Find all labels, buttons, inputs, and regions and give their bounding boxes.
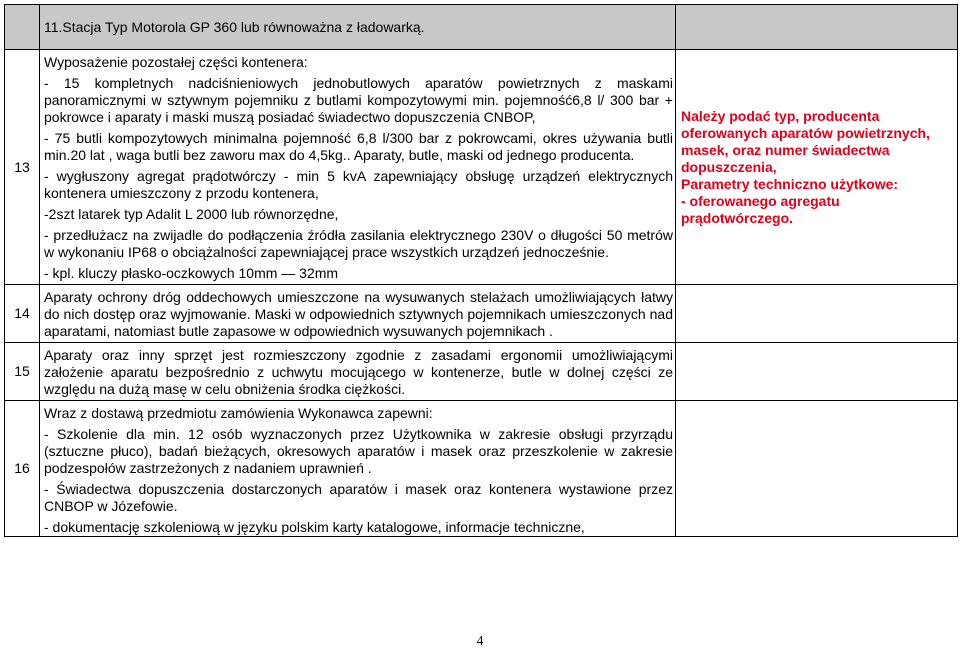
section-title: 11.Stacja Typ Motorola GP 360 lub równoważna z ładowarką. bbox=[44, 18, 425, 35]
note-text: Parametry techniczno użytkowe: bbox=[681, 175, 899, 192]
paragraph: - dokumentację szkoleniową w języku polskim karty katalogowe, informacje techniczne, bbox=[44, 519, 585, 535]
note-text: - oferowanego agregatu prądotwórczego. bbox=[681, 192, 840, 226]
table-row bbox=[5, 50, 958, 285]
row-number: 14 bbox=[5, 285, 40, 343]
paragraph: - wygłuszony agregat prądotwórczy - min 5 kvA zapewniający obsługę urządzeń elektrycznych kontenera umieszczony z przodu kontenera, bbox=[44, 168, 673, 201]
paragraph: Wyposażenie pozostałej części kontenera: bbox=[44, 54, 308, 70]
table-row bbox=[5, 343, 958, 401]
header-number-cell bbox=[5, 5, 40, 50]
paragraph: Aparaty oraz inny sprzęt jest rozmieszczony zgodnie z zasadami ergonomii umożliwiającymi założenie aparatu bezpośrednio z uchwytu mocującego w kontenerze, butle w dolnej części ze względu na dużą masę w celu obniżenia środka ciężkości. bbox=[44, 347, 673, 397]
row-number: 15 bbox=[5, 343, 40, 401]
header-note-cell bbox=[676, 5, 958, 50]
paragraph: - kpl. kluczy płasko-oczkowych 10mm — 32mm bbox=[44, 265, 339, 281]
paragraph: Aparaty ochrony dróg oddechowych umieszczone na wysuwanych stelażach umożliwiających łatwy do nich dostęp oraz wyjmowanie. Maski w odpowiednich sztywnych pojemnikach umieszczonych nad aparatami, natomiast butle zapasowe w odpowiednich wysuwanych pojemnikach . bbox=[44, 289, 673, 339]
row-note bbox=[676, 50, 958, 285]
paragraph: Wraz z dostawą przedmiotu zamówienia Wykonawca zapewni: bbox=[44, 405, 433, 421]
row-note bbox=[676, 343, 958, 401]
paragraph: -2szt latarek typ Adalit L 2000 lub równorzędne, bbox=[44, 206, 339, 222]
row-note bbox=[676, 285, 958, 343]
page-number: 4 bbox=[476, 634, 484, 649]
note-text: Należy podać typ, producenta oferowanych aparatów powietrznych, masek, oraz numer świadectwa dopuszczenia, bbox=[681, 107, 930, 175]
paragraph: - 15 kompletnych nadciśnieniowych jednobutlowych aparatów powietrznych z maskami panoramicznymi w sztywnym pojemniku z butlami kompozytowymi min. pojemność6,8 l/ 300 bar + pokrowce i aparaty i maski muszą posiadać świadectwo dopuszczenia CNBOP, bbox=[44, 75, 673, 125]
row-note bbox=[676, 401, 958, 537]
specification-table bbox=[4, 4, 958, 537]
table-header-row bbox=[5, 5, 958, 50]
table-row bbox=[5, 285, 958, 343]
row-description bbox=[40, 401, 676, 537]
row-number: 13 bbox=[5, 50, 40, 285]
paragraph: - 75 butli kompozytowych minimalna pojemność 6,8 l/300 bar z pokrowcami, okres używania butli min.20 lat , waga butli bez zaworu max do 4,5kg.. Aparaty, butle, maski od jednego producenta. bbox=[44, 130, 673, 163]
paragraph: - Świadectwa dopuszczenia dostarczonych aparatów i masek oraz kontenera wystawione przez CNBOP w Józefowie. bbox=[44, 481, 673, 514]
row-description bbox=[40, 285, 676, 343]
row-number: 16 bbox=[5, 401, 40, 537]
table-row bbox=[5, 401, 958, 537]
paragraph: - Szkolenie dla min. 12 osób wyznaczonych przez Użytkownika w zakresie obsługi przyrządu (sztuczne płuco), badań bieżących, okresowych aparatów i masek oraz przeszkolenie w zakresie podzespołów zastrzeżonych z nadaniem uprawnień . bbox=[44, 426, 673, 476]
row-description bbox=[40, 50, 676, 285]
row-description bbox=[40, 343, 676, 401]
paragraph: - przedłużacz na zwijadle do podłączenia źródła zasilania elektrycznego 230V o długości 50 metrów w wykonaniu IP68 o obciążalności zapewniającej prace wszystkich urządzeń jednocześnie. bbox=[44, 227, 673, 260]
header-title-cell bbox=[40, 5, 676, 50]
